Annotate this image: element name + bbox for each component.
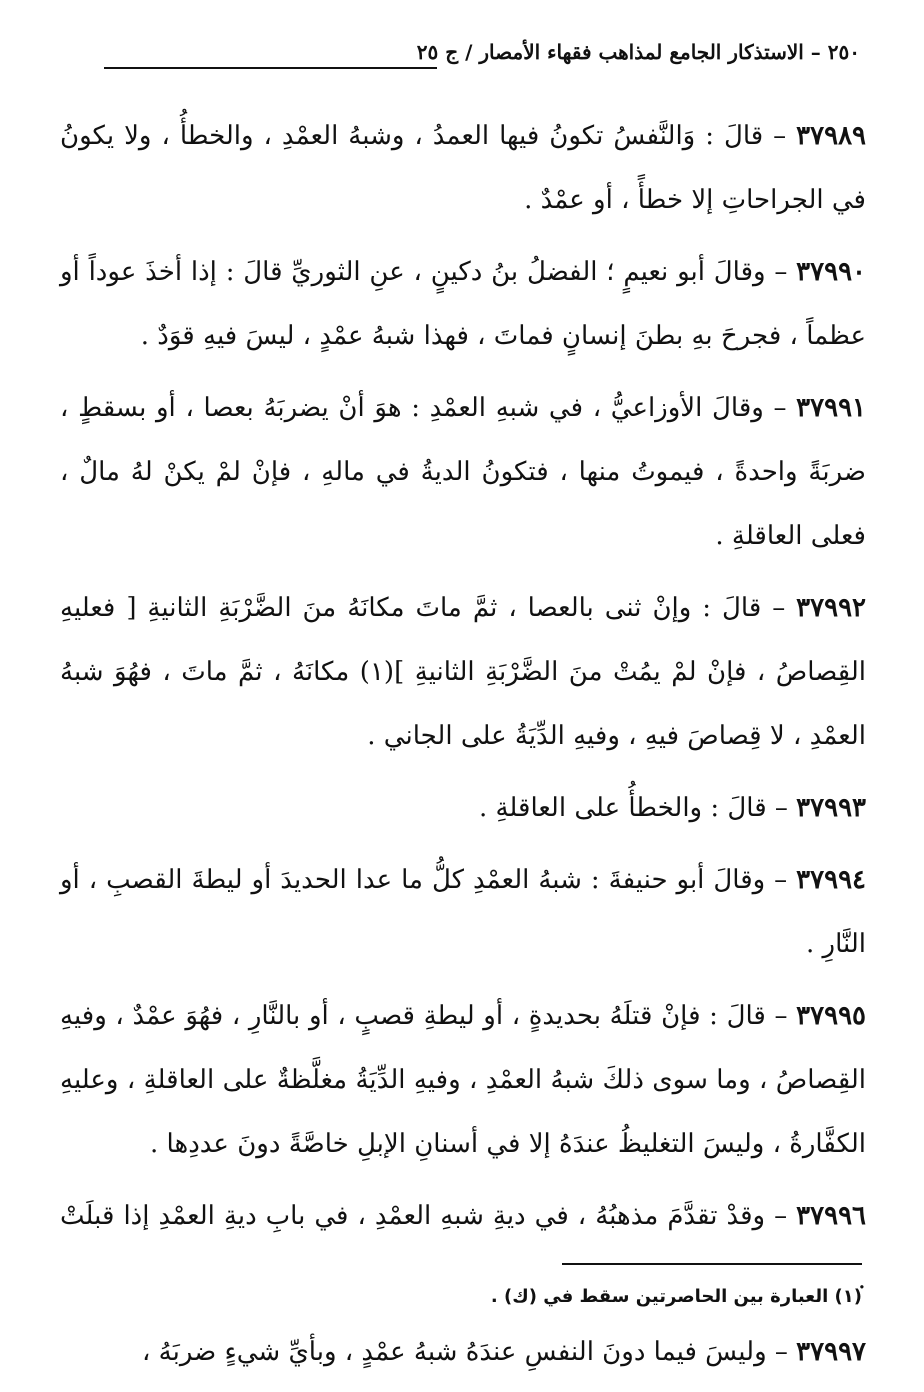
paragraph-number: ٣٧٩٩٠: [796, 257, 866, 287]
paragraph-number: ٣٧٩٩١: [796, 393, 866, 423]
paragraph-number: ٣٧٩٨٩: [796, 121, 866, 151]
footnote: (١) العبارة بين الحاصرتين سقط في (ك) .: [490, 1286, 862, 1307]
paragraph-number: ٣٧٩٩٥: [796, 1001, 866, 1031]
paragraph-number: ٣٧٩٩٤: [796, 865, 866, 895]
paragraph-text: – قالَ : وإنْ ثنى بالعصا ، ثمَّ ماتَ مكانَهُ منَ الضَّرْبَةِ الثانيةِ [ فعليهِ القِصاصُ ، فإنْ لمْ يمُتْ منَ الضَّرْبَةِ الثانيةِ ](١) مكانَهُ ، ثمَّ ماتَ ، فهُوَ شبهُ العمْدِ ، لا قِصاصَ فيهِ ، وفيهِ الدِّيَةُ على الجاني .: [60, 593, 866, 751]
paragraph-text: – قالَ : والخطأُ على العاقلةِ .: [478, 793, 797, 823]
paragraph-text: – وقالَ الأوزاعيُّ ، في شبهِ العمْدِ : هوَ أنْ يضربَهُ بعصا ، أو بسقطٍ ، ضربَةً واحدةً ، فيموتُ منها ، فتكونُ الديةُ في مالهِ ، فإنْ لمْ يكنْ لهُ مالٌ ، فعلى العاقلةِ .: [60, 393, 866, 551]
paragraph-number: ٣٧٩٩٧: [796, 1337, 866, 1367]
paragraph-37992: [60, 576, 866, 768]
paragraph-37994: [60, 848, 866, 976]
paragraph-37993: [60, 776, 866, 840]
body-text: [60, 104, 866, 1392]
paragraph-text: – وقالَ أبو حنيفةَ : شبهُ العمْدِ كلُّ ما عدا الحديدَ أو ليطةَ القصبِ ، أو النَّارِ .: [60, 865, 866, 959]
paragraph-37997: [60, 1320, 866, 1384]
paragraph-37989: [60, 104, 866, 232]
header-rule: [104, 67, 437, 69]
paragraph-text: – قالَ : فإنْ قتلَهُ بحديدةٍ ، أو ليطةِ قصبٍ ، أو بالنَّارِ ، فهُوَ عمْدٌ ، وفيهِ القِصاصُ ، وما سوى ذلكَ شبهُ العمْدِ ، وفيهِ الدِّيَةُ مغلَّظةٌ على العاقلةِ ، وعليهِ الكفَّارةُ ، وليسَ التغليظُ عندَهُ إلا في أسنانِ الإبلِ خاصَّةً دونَ عددِها .: [60, 1001, 866, 1159]
paragraph-37995: [60, 984, 866, 1176]
paragraph-number: ٣٧٩٩٢: [796, 593, 866, 623]
paragraph-number: ٣٧٩٩٦: [796, 1201, 866, 1231]
paragraph-37990: [60, 240, 866, 368]
paragraph-number: ٣٧٩٩٣: [796, 793, 866, 823]
running-header: ٢٥٠ – الاستذكار الجامع لمذاهب فقهاء الأمصار / ج ٢٥: [416, 40, 860, 64]
paragraph-37991: [60, 376, 866, 568]
paragraph-text: – وقالَ أبو نعيمٍ ؛ الفضلُ بنُ دكينٍ ، عنِ الثوريِّ قالَ : إذا أخذَ عوداً أو عظماً ، فجرحَ بهِ بطنَ إنسانٍ فماتَ ، فهذا شبهُ عمْدٍ ، ليسَ فيهِ قوَدٌ .: [60, 257, 866, 351]
paragraph-text: – وليسَ فيما دونَ النفسِ عندَهُ شبهُ عمْدٍ ، وبأيِّ شيءٍ ضربَهُ ،: [141, 1337, 797, 1367]
paragraph-text: – وقدْ تقدَّمَ مذهبُهُ ، في ديةِ شبهِ العمْدِ ، في بابِ ديةِ العمْدِ إذا قبلَتْ .: [60, 1201, 866, 1295]
paragraph-text: – قالَ : وَالنَّفسُ تكونُ فيها العمدُ ، وشبهُ العمْدِ ، والخطأُ ، ولا يكونُ في الجراحاتِ إلا خطأً ، أو عمْدٌ .: [60, 121, 866, 215]
footnote-rule: [562, 1263, 862, 1265]
